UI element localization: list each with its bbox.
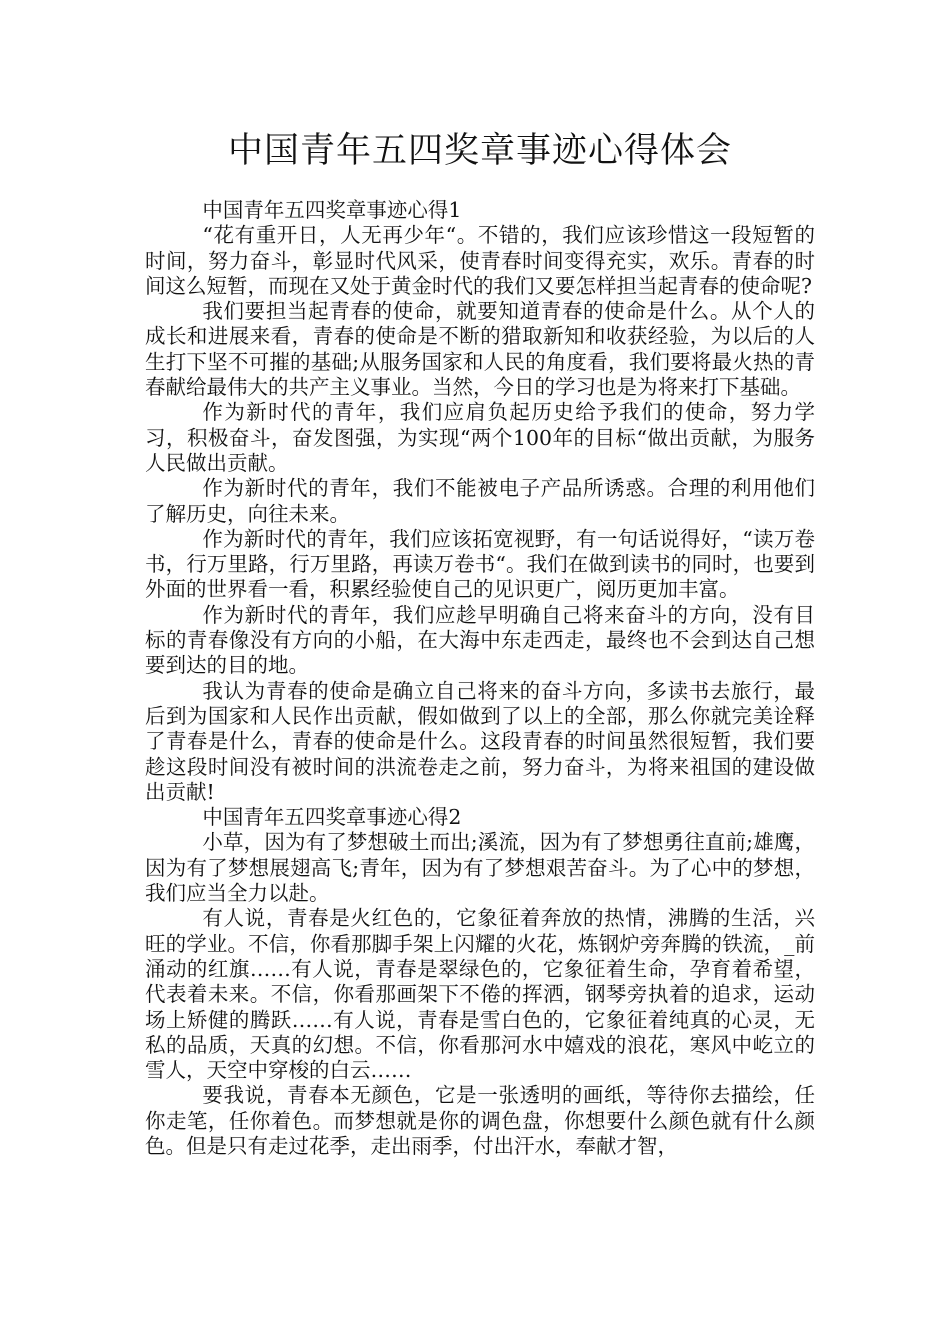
section-heading: 中国青年五四奖章事迹心得1	[202, 198, 462, 222]
paragraph: 要我说，青春本无颜色，它是一张透明的画纸，等待你去描绘，任你走笔，任你着色。而梦想就是你的调色盘，你想要什么颜色就有什么颜色。但是只有走过花季，走出雨季，付出汗水，奉献才智，	[145, 1083, 815, 1158]
paragraph: 作为新时代的青年，我们应该拓宽视野，有一句话说得好，“读万卷书，行万里路，行万里路，再读万卷书“。我们在做到读书的同时，也要到外面的世界看一看，积累经验使自己的见识更广，阅历更加丰富。	[145, 526, 815, 602]
paragraph: 作为新时代的青年，我们应肩负起历史给予我们的使命，努力学习，积极奋斗，奋发图强，为实现“两个100年的目标“做出贡献，为服务人民做出贡献。	[145, 400, 815, 475]
paragraph: “花有重开日，人无再少年“。不错的，我们应该珍惜这一段短暂的时间，努力奋斗，彰显时代风采，使青春时间变得充实，欢乐。青春的时间这么短暂，而现在又处于黄金时代的我们又要怎样担当起青春的使命呢?	[145, 223, 815, 298]
paragraph: 我们要担当起青春的使命，就要知道青春的使命是什么。从个人的成长和进展来看，青春的使命是不断的猎取新知和收获经验，为以后的人生打下坚不可摧的基础;从服务国家和人民的角度看，我们要将最火热的青春献给最伟大的共产主义事业。当然，今日的学习也是为将来打下基础。	[145, 299, 815, 400]
paragraph: 作为新时代的青年，我们应趁早明确自己将来奋斗的方向，没有目标的青春像没有方向的小船，在大海中东走西走，最终也不会到达自己想要到达的目的地。	[145, 602, 815, 678]
paragraph: 作为新时代的青年，我们不能被电子产品所诱惑。合理的利用他们了解历史，向往未来。	[145, 476, 815, 526]
section-heading: 中国青年五四奖章事迹心得2	[202, 805, 462, 830]
document-body	[145, 198, 815, 1159]
paragraph: 有人说，青春是火红色的，它象征着奔放的热情，沸腾的生活，兴旺的学业。不信，你看那脚手架上闪耀的火花，炼钢炉旁奔腾的铁流，_前涌动的红旗……有人说，青春是翠绿色的，它象征着生命，孕育着希望，代表着未来。不信，你看那画架下不倦的挥洒，钢琴旁执着的追求，运动场上矫健的腾跃……有人说，青春是雪白色的，它象征着纯真的心灵，无私的品质，天真的幻想。不信，你看那河水中嬉戏的浪花，寒风中屹立的雪人，天空中穿梭的白云……	[145, 906, 815, 1083]
paragraph: 我认为青春的使命是确立自己将来的奋斗方向，多读书去旅行，最后到为国家和人民作出贡献，假如做到了以上的全部，那么你就完美诠释了青春是什么，青春的使命是什么。这段青春的时间虽然很短暂，我们要趁这段时间没有被时间的洪流卷走之前，努力奋斗，为将来祖国的建设做出贡献!	[145, 678, 815, 804]
document-title: 中国青年五四奖章事迹心得体会	[227, 131, 732, 171]
paragraph: 小草，因为有了梦想破土而出;溪流，因为有了梦想勇往直前;雄鹰，因为有了梦想展翅高飞;青年，因为有了梦想艰苦奋斗。为了心中的梦想，我们应当全力以赴。	[145, 830, 815, 906]
